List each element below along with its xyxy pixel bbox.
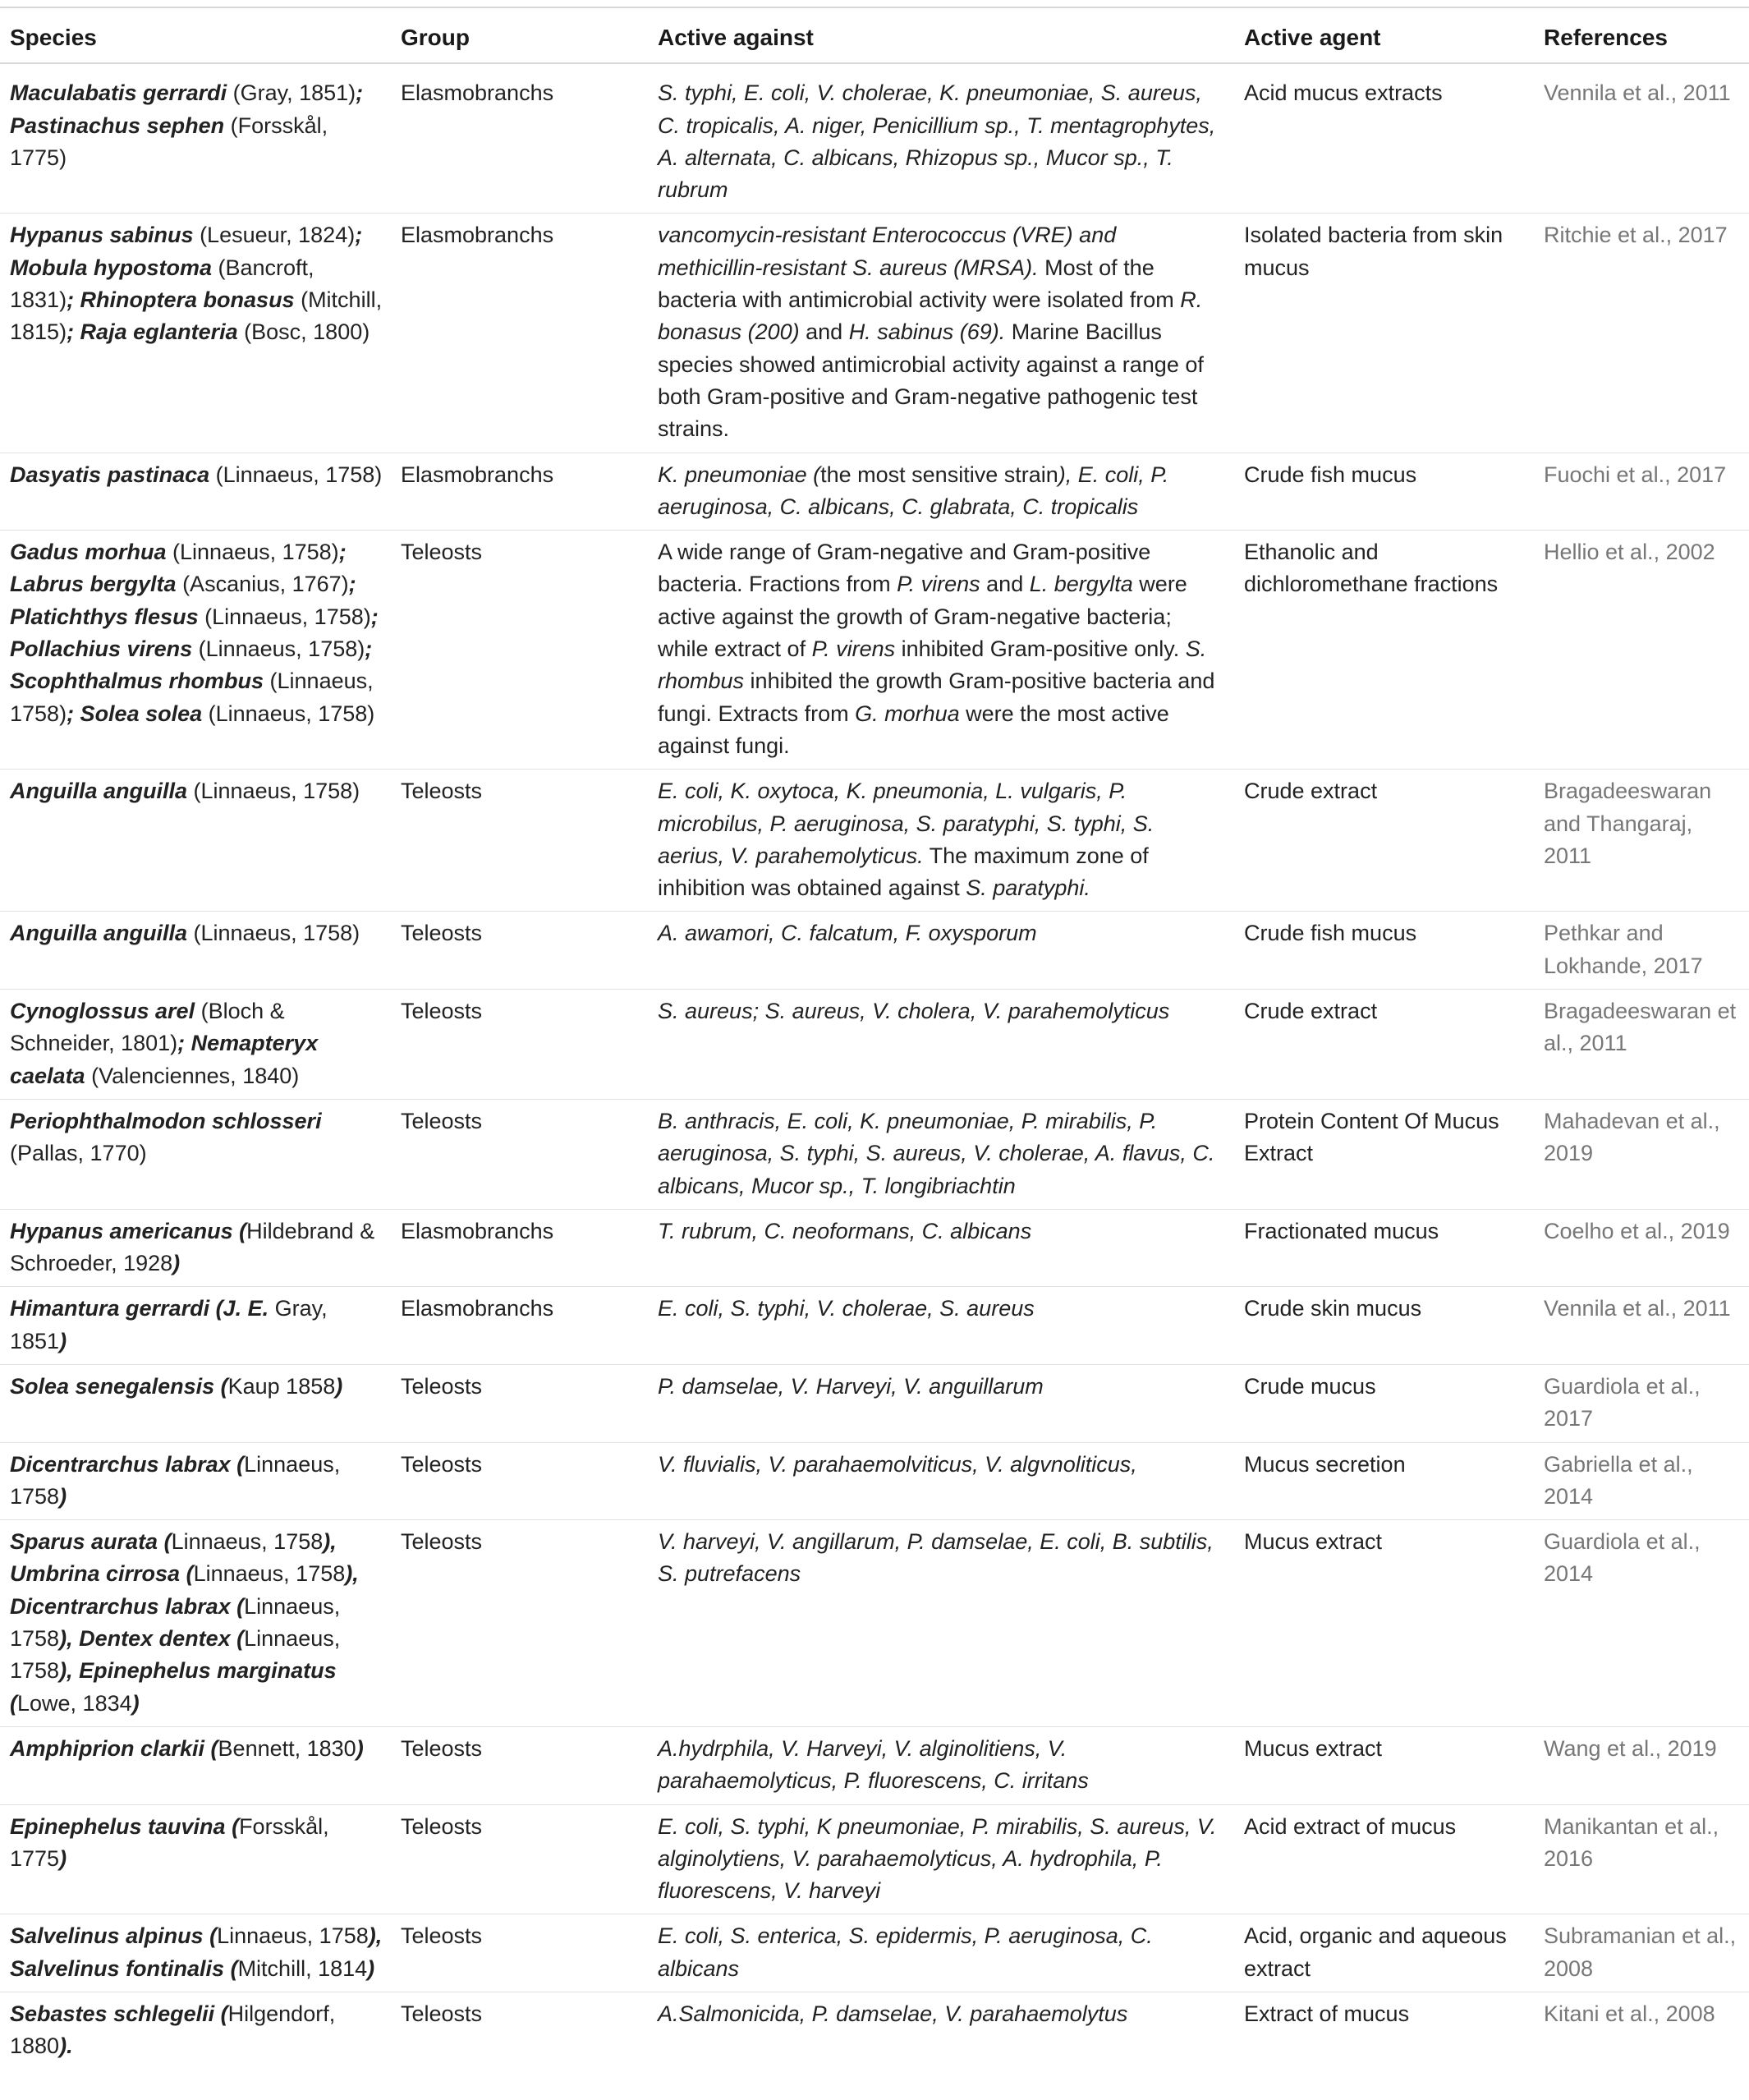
cell-species xyxy=(0,1804,391,1914)
species-name: Himantura gerrardi (J. E. xyxy=(10,1296,269,1321)
plain-text: Hilgendorf, 1880 xyxy=(10,2001,336,2059)
table-row xyxy=(0,770,1749,912)
table-body xyxy=(0,63,1749,2069)
table-row xyxy=(0,1992,1749,2070)
italic-text: V. fluvialis, V. parahaemolviticus, V. algvnoliticus, xyxy=(658,1451,1137,1477)
table-row xyxy=(0,1520,1749,1727)
cell-active-against xyxy=(648,1520,1234,1727)
cell-active-against xyxy=(648,453,1234,531)
plain-text: A wide range of Gram-negative and Gram-positive bacteria. Fractions from xyxy=(658,540,1151,597)
header-species: Species xyxy=(0,7,391,63)
italic-text: S. paratyphi. xyxy=(966,875,1090,901)
header-active-agent: Active agent xyxy=(1234,7,1534,63)
header-references: References xyxy=(1534,7,1749,63)
plain-text: (Bancroft, 1831) xyxy=(10,255,314,313)
italic-text: S. typhi, E. coli, V. cholerae, K. pneumoniae, S. aureus, C. tropicalis, A. niger, Penicillium sp., T. mentagrophytes, A. alternata, C. albicans, Rhizopus sp., Mucor sp., T. rubrum xyxy=(658,80,1216,203)
plain-text: Linnaeus, 1758 xyxy=(171,1529,324,1555)
italic-text: S. rhombus xyxy=(658,636,1207,694)
cell-active-against xyxy=(648,1804,1234,1914)
table-row xyxy=(0,1914,1749,1992)
plain-text: Kaup 1858 xyxy=(227,1373,336,1399)
plain-text: (Bosc, 1800) xyxy=(237,319,370,345)
plain-text: (Linnaeus, 1758) xyxy=(209,462,383,487)
species-name: Sebastes schlegelii xyxy=(10,2001,215,2027)
table-row xyxy=(0,1726,1749,1804)
cell-reference[interactable]: Fuochi et al., 2017 xyxy=(1534,453,1749,531)
species-name: Amphiprion clarkii ( xyxy=(10,1735,218,1761)
header-group: Group xyxy=(391,7,648,63)
cell-reference[interactable]: Ritchie et al., 2017 xyxy=(1534,214,1749,453)
italic-text: vancomycin-resistant Enterococcus (VRE) and methicillin-resistant S. aureus (MRSA). xyxy=(658,223,1117,280)
cell-reference[interactable]: Coelho et al., 2019 xyxy=(1534,1209,1749,1287)
cell-active-agent: Crude extract xyxy=(1234,770,1534,912)
cell-reference[interactable]: Guardiola et al., 2017 xyxy=(1534,1364,1749,1442)
cell-group: Teleosts xyxy=(391,770,648,912)
cell-species xyxy=(0,1726,391,1804)
plain-text: inhibited the growth Gram-positive bacteria and fungi. Extracts from xyxy=(658,669,1215,726)
cell-active-against xyxy=(648,990,1234,1100)
italic-text: A.Salmonicida, P. damselae, V. parahaemolytus xyxy=(658,2001,1128,2027)
cell-active-against xyxy=(648,1364,1234,1442)
species-name: ) xyxy=(367,1955,375,1981)
table-row xyxy=(0,990,1749,1100)
plain-text: The maximum zone of inhibition was obtained against xyxy=(658,843,1149,901)
cell-active-agent: Acid mucus extracts xyxy=(1244,80,1443,106)
species-name: Gadus morhua xyxy=(10,540,167,565)
species-name: ( xyxy=(225,1813,240,1839)
cell-group: Elasmobranchs xyxy=(391,1287,648,1365)
cell-species xyxy=(0,912,391,990)
species-name: Hypanus sabinus xyxy=(10,223,194,248)
plain-text: (Lesueur, 1824) xyxy=(193,223,356,248)
cell-species xyxy=(0,1364,391,1442)
species-name: Hypanus americanus xyxy=(10,1218,233,1243)
cell-group: Teleosts xyxy=(391,1099,648,1209)
plain-text: (Linnaeus, 1758) xyxy=(10,669,374,726)
species-name: ). xyxy=(59,2033,73,2059)
plain-text: were the most active against fungi. xyxy=(658,701,1169,758)
cell-active-against xyxy=(648,912,1234,990)
species-name: ; Labrus bergylta xyxy=(10,540,347,597)
species-name: ; Raja eglanteria xyxy=(67,319,238,345)
cell-group: Teleosts xyxy=(391,1992,648,2070)
cell-species xyxy=(0,1099,391,1209)
plain-text: Gray, 1851 xyxy=(10,1296,328,1353)
species-name: ), Salvelinus fontinalis ( xyxy=(10,1923,383,1981)
plain-text: Most of the bacteria with antimicrobial activity were isolated from xyxy=(658,255,1181,313)
species-name: ) xyxy=(335,1373,343,1399)
table-row xyxy=(0,531,1749,770)
table-row xyxy=(0,912,1749,990)
species-name: ) xyxy=(356,1735,364,1761)
cell-active-agent: Acid, organic and aqueous extract xyxy=(1234,1914,1534,1992)
table-row xyxy=(0,214,1749,453)
cell-active-agent: Acid extract of mucus xyxy=(1234,1804,1534,1914)
cell-active-against xyxy=(648,1209,1234,1287)
cell-active-against xyxy=(648,1099,1234,1209)
cell-active-agent: Fractionated mucus xyxy=(1234,1209,1534,1287)
italic-text: ), E. coli, P. aeruginosa, C. albicans, C. glabrata, C. tropicalis xyxy=(658,462,1169,519)
table-row xyxy=(0,1099,1749,1209)
cell-reference[interactable]: Guardiola et al., 2014 xyxy=(1534,1520,1749,1727)
table-row xyxy=(0,1364,1749,1442)
species-name: Epinephelus tauvina xyxy=(10,1813,226,1839)
cell-active-agent: Crude skin mucus xyxy=(1234,1287,1534,1365)
plain-text: and xyxy=(799,319,849,345)
species-name: ) xyxy=(59,1328,67,1353)
italic-text: A.hydrphila, V. Harveyi, V. alginolitiens, V. parahaemolyticus, P. fluorescens, C. irritans xyxy=(658,1735,1089,1794)
cell-active-agent: Mucus secretion xyxy=(1234,1442,1534,1520)
plain-text: (Ascanius, 1767) xyxy=(176,572,349,597)
italic-text: G. morhua xyxy=(855,701,960,726)
cell-species xyxy=(0,770,391,912)
cell-active-against xyxy=(648,770,1234,912)
italic-text: E. coli, S. typhi, V. cholerae, S. aureus xyxy=(658,1296,1035,1321)
plain-text: Forsskål, 1775 xyxy=(10,1813,329,1871)
species-name: Periophthalmodon schlosseri xyxy=(10,1108,322,1133)
cell-species xyxy=(0,1209,391,1287)
plain-text: Linnaeus, 1758 xyxy=(193,1561,346,1587)
cell-species xyxy=(0,1914,391,1992)
table-row xyxy=(0,63,1749,214)
cell-group: Elasmobranchs xyxy=(401,80,554,106)
plain-text: Linnaeus, 1758 xyxy=(10,1451,341,1509)
cell-active-against xyxy=(648,1992,1234,2070)
species-name: Maculabatis gerrardi xyxy=(10,80,227,106)
cell-reference[interactable]: Pethkar and Lokhande, 2017 xyxy=(1534,912,1749,990)
plain-text: Bennett, 1830 xyxy=(218,1735,356,1761)
plain-text: (Linnaeus, 1758) xyxy=(192,636,365,662)
italic-text: E. coli, S. enterica, S. epidermis, P. aeruginosa, C. albicans xyxy=(658,1923,1153,1981)
cell-group: Teleosts xyxy=(391,1726,648,1804)
plain-text: (Linnaeus, 1758) xyxy=(187,921,360,946)
cell-group: Teleosts xyxy=(391,1442,648,1520)
species-name: ) xyxy=(59,1483,67,1509)
table-row xyxy=(0,453,1749,531)
cell-active-agent: Mucus extract xyxy=(1234,1520,1534,1727)
cell-reference[interactable]: Wang et al., 2019 xyxy=(1534,1726,1749,1804)
plain-text: (Valenciennes, 1840) xyxy=(85,1063,300,1088)
species-name: ), Epinephelus marginatus ( xyxy=(10,1658,337,1716)
cell-reference[interactable]: Hellio et al., 2002 xyxy=(1534,531,1749,770)
species-name: ; Platichthys flesus xyxy=(10,572,356,629)
italic-text: S. aureus; S. aureus, V. cholera, V. parahemolyticus xyxy=(658,999,1170,1024)
cell-active-against xyxy=(648,1726,1234,1804)
italic-text: R. bonasus (200) xyxy=(658,287,1203,345)
cell-species xyxy=(0,1992,391,2070)
cell-reference[interactable]: Manikantan et al., 2016 xyxy=(1534,1804,1749,1914)
italic-text: P. virens xyxy=(811,636,896,662)
header-active-against: Active against xyxy=(648,7,1234,63)
cell-active-against xyxy=(648,1914,1234,1992)
cell-group: Teleosts xyxy=(391,531,648,770)
plain-text: Linnaeus, 1758 xyxy=(217,1923,369,1949)
plain-text: Linnaeus, 1758 xyxy=(10,1593,341,1652)
cell-group: Elasmobranchs xyxy=(391,1209,648,1287)
italic-text: K. pneumoniae ( xyxy=(658,462,821,487)
header-row xyxy=(0,7,1749,63)
species-name: ( xyxy=(214,2001,228,2027)
species-name: ) xyxy=(131,1690,140,1716)
cell-active-against xyxy=(648,1442,1234,1520)
cell-reference[interactable]: Bragadeeswaran and Thangaraj, 2011 xyxy=(1534,770,1749,912)
species-name: Solea senegalensis ( xyxy=(10,1373,228,1399)
species-name: Cynoglossus arel xyxy=(10,999,195,1024)
plain-text: Hildebrand & Schroeder, 1928 xyxy=(10,1218,375,1276)
plain-text: (Gray, 1851) xyxy=(227,80,356,106)
plain-text: Linnaeus, 1758 xyxy=(10,1626,341,1684)
plain-text: (Forsskål, 1775) xyxy=(10,113,328,170)
species-name: Dasyatis pastinaca xyxy=(10,462,210,487)
cell-reference[interactable]: Vennila et al., 2011 xyxy=(1534,1287,1749,1365)
species-name: ) xyxy=(59,1845,67,1871)
cell-active-agent: Mucus extract xyxy=(1234,1726,1534,1804)
table-row xyxy=(0,1804,1749,1914)
cell-species xyxy=(0,1520,391,1727)
cell-reference[interactable]: Subramanian et al., 2008 xyxy=(1534,1914,1749,1992)
species-name: ) xyxy=(172,1251,181,1276)
cell-active-agent: Crude fish mucus xyxy=(1234,453,1534,531)
italic-text: A. awamori, C. falcatum, F. oxysporum xyxy=(658,921,1037,946)
cell-active-against xyxy=(648,531,1234,770)
plain-text: (Bloch & Schneider, 1801) xyxy=(10,999,285,1056)
species-name: Anguilla anguilla xyxy=(10,921,188,946)
cell-species xyxy=(0,990,391,1100)
species-name: Anguilla anguilla xyxy=(10,779,188,804)
species-name: ; Mobula hypostoma xyxy=(10,223,363,280)
species-name: ( xyxy=(232,1218,247,1243)
plain-text: (Linnaeus, 1758) xyxy=(166,540,339,565)
cell-reference[interactable]: Kitani et al., 2008 xyxy=(1534,1992,1749,2070)
species-name: ( xyxy=(230,1451,245,1477)
plain-text: (Linnaeus, 1758) xyxy=(202,701,375,726)
species-name: ; Nemapteryx caelata xyxy=(10,1031,319,1088)
cell-group: Teleosts xyxy=(391,1914,648,1992)
cell-species xyxy=(0,214,391,453)
italic-text: P. damselae, V. Harveyi, V. anguillarum xyxy=(658,1373,1044,1399)
cell-active-agent: Isolated bacteria from skin mucus xyxy=(1234,214,1534,453)
italic-text: B. anthracis, E. coli, K. pneumoniae, P. mirabilis, P. aeruginosa, S. typhi, S. aureus, V. cholerae, A. flavus, C. albicans, Mucor sp., T. longibriachtin xyxy=(658,1108,1215,1198)
cell-active-agent: Extract of mucus xyxy=(1234,1992,1534,2070)
table-row xyxy=(0,1209,1749,1287)
plain-text: (Mitchill, 1815) xyxy=(10,287,383,345)
species-name: ; Pastinachus sephen xyxy=(10,80,364,138)
cell-species xyxy=(0,1287,391,1365)
italic-text: T. rubrum, C. neoformans, C. albicans xyxy=(658,1218,1032,1243)
cell-group: Teleosts xyxy=(391,1364,648,1442)
cell-species xyxy=(0,453,391,531)
species-name: ), Umbrina cirrosa ( xyxy=(10,1529,337,1587)
cell-active-agent: Crude extract xyxy=(1234,990,1534,1100)
italic-text: H. sabinus (69). xyxy=(848,319,1006,345)
plain-text: were active against the growth of Gram-negative bacteria; while extract of xyxy=(658,572,1187,662)
species-name: Sparus aurata ( xyxy=(10,1529,172,1555)
plain-text: (Linnaeus, 1758) xyxy=(187,779,360,804)
cell-group: Teleosts xyxy=(391,1804,648,1914)
cell-group: Teleosts xyxy=(391,1520,648,1727)
plain-text: the most sensitive strain xyxy=(820,462,1058,487)
cell-active-agent: Protein Content Of Mucus Extract xyxy=(1234,1099,1534,1209)
italic-text: V. harveyi, V. angillarum, P. damselae, E. coli, B. subtilis, S. putrefacens xyxy=(658,1529,1214,1587)
cell-active-against xyxy=(648,214,1234,453)
table-row xyxy=(0,1287,1749,1365)
cell-reference[interactable]: Vennila et al., 2011 xyxy=(1544,80,1731,106)
species-table xyxy=(0,7,1749,2070)
cell-species xyxy=(0,531,391,770)
cell-active-agent: Crude mucus xyxy=(1234,1364,1534,1442)
cell-species xyxy=(0,63,391,214)
table-row xyxy=(0,1442,1749,1520)
italic-text: E. coli, K. oxytoca, K. pneumonia, L. vulgaris, P. microbilus, P. aeruginosa, S. paratyphi, S. typhi, S. aerius, V. parahemolyticus. xyxy=(658,779,1155,868)
species-name: ), Dicentrarchus labrax ( xyxy=(10,1561,359,1619)
cell-species xyxy=(0,1442,391,1520)
cell-active-against xyxy=(648,1287,1234,1365)
plain-text: (Pallas, 1770) xyxy=(10,1141,147,1166)
cell-reference[interactable]: Bragadeeswaran et al., 2011 xyxy=(1534,990,1749,1100)
plain-text: Lowe, 1834 xyxy=(17,1690,132,1716)
species-name: Dicentrarchus labrax xyxy=(10,1451,231,1477)
plain-text: inhibited Gram-positive only. xyxy=(895,636,1186,662)
species-name: ; Rhinoptera bonasus xyxy=(67,287,295,313)
italic-text: L. bergylta xyxy=(1029,572,1133,597)
species-name: ; Pollachius virens xyxy=(10,604,379,662)
cell-active-against xyxy=(648,63,1234,214)
cell-group: Teleosts xyxy=(391,912,648,990)
cell-group: Elasmobranchs xyxy=(391,453,648,531)
species-name: ), Dentex dentex ( xyxy=(59,1626,245,1652)
species-name: ; Solea solea xyxy=(67,701,203,726)
species-name: ; Scophthalmus rhombus xyxy=(10,636,373,694)
plain-text: and xyxy=(980,572,1030,597)
cell-group: Elasmobranchs xyxy=(391,214,648,453)
italic-text: P. virens xyxy=(897,572,980,597)
cell-group: Teleosts xyxy=(391,990,648,1100)
cell-active-agent: Crude fish mucus xyxy=(1234,912,1534,990)
plain-text: (Linnaeus, 1758) xyxy=(198,604,371,629)
cell-reference[interactable]: Gabriella et al., 2014 xyxy=(1534,1442,1749,1520)
cell-active-agent: Ethanolic and dichloromethane fractions xyxy=(1234,531,1534,770)
cell-reference[interactable]: Mahadevan et al., 2019 xyxy=(1534,1099,1749,1209)
plain-text: Marine Bacillus species showed antimicrobial activity against a range of both Gram-positive and Gram-negative pathogenic test strains. xyxy=(658,319,1204,442)
italic-text: E. coli, S. typhi, K pneumoniae, P. mirabilis, S. aureus, V. alginolytiens, V. parahaemolyticus, A. hydrophila, P. fluorescens, V. harveyi xyxy=(658,1813,1217,1904)
plain-text: Mitchill, 1814 xyxy=(237,1955,368,1981)
species-name: Salvelinus alpinus ( xyxy=(10,1923,218,1949)
